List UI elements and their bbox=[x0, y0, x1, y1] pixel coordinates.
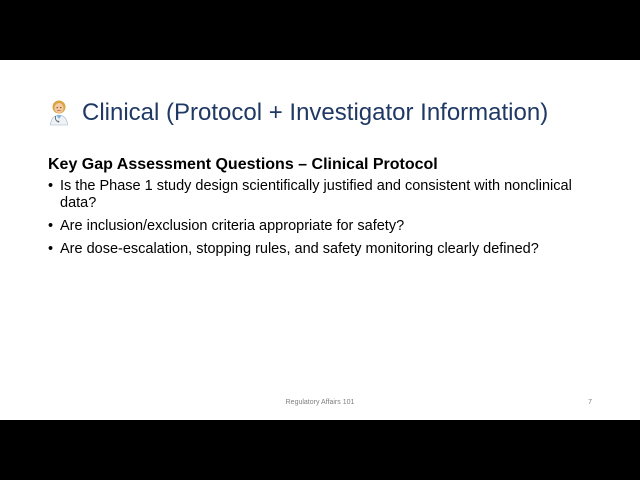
health-worker-icon bbox=[48, 100, 70, 126]
slide-page-number: 7 bbox=[588, 399, 592, 406]
bullet-marker: • bbox=[48, 218, 54, 234]
bullet-list bbox=[48, 178, 608, 258]
letterbox-bottom bbox=[0, 420, 640, 480]
slide-title-row bbox=[48, 96, 548, 130]
slide-footer-label: Regulatory Affairs 101 bbox=[285, 399, 355, 406]
bullet-item bbox=[48, 218, 608, 235]
bullet-marker: • bbox=[48, 241, 54, 257]
bullet-marker: • bbox=[48, 178, 54, 194]
bullet-text: Is the Phase 1 study design scientifically justified and consistent with nonclinical data? bbox=[60, 178, 572, 211]
slide bbox=[0, 60, 640, 420]
section-heading: Key Gap Assessment Questions – Clinical Protocol bbox=[48, 156, 438, 173]
letterbox-top bbox=[0, 0, 640, 60]
slide-title: Clinical (Protocol + Investigator Information) bbox=[82, 99, 549, 126]
slide-content bbox=[48, 156, 608, 264]
bullet-text: Are inclusion/exclusion criteria appropriate for safety? bbox=[60, 218, 405, 234]
bullet-item bbox=[48, 241, 608, 258]
bullet-text: Are dose-escalation, stopping rules, and safety monitoring clearly defined? bbox=[60, 241, 539, 257]
bullet-item bbox=[48, 178, 608, 212]
